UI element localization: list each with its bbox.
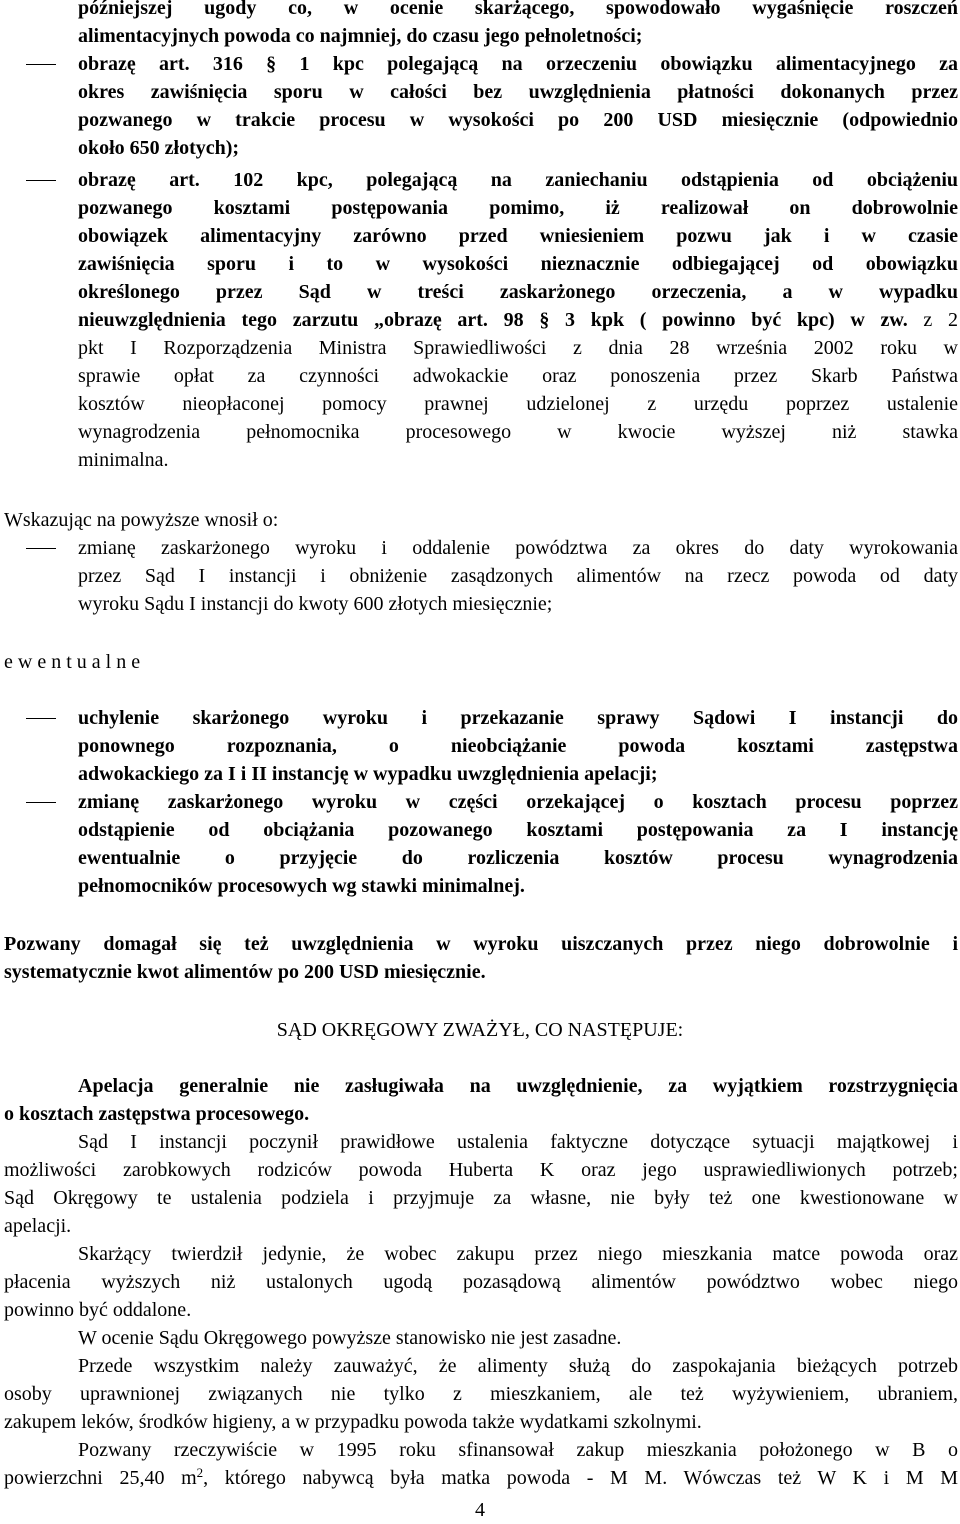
text-line: zmianę zaskarżonego wyroku i oddalenie powództwa za okres do daty wyrokowania [78, 537, 958, 559]
text-line: Pozwany domagał się też uwzględnienia w wyroku uiszczanych przez niego dobrowolnie i [4, 933, 958, 955]
text-line: możliwości zarobkowych rodziców powoda Huberta K oraz jego usprawiedliwionych potrzeb; [4, 1159, 958, 1181]
text-line: wynagrodzenia pełnomocnika procesowego w kwocie wyższej niż stawka [78, 421, 958, 443]
text-line: uchylenie skarżonego wyroku i przekazanie sprawy Sądowi I instancji do [78, 707, 958, 729]
text-line: systematycznie kwot alimentów po 200 USD miesięcznie. [4, 961, 486, 983]
list-dash [26, 548, 56, 549]
text-line: późniejszej ugody co, w ocenie skarżącego, spowodowało wygaśnięcie roszczeń [78, 0, 958, 19]
text-line: Sąd Okręgowy te ustalenia podziela i przyjmuje za własne, nie były też one kwestionowane w [4, 1187, 958, 1209]
text-line: zakupem leków, środków higieny, a w przypadku powoda także wydatkami szkolnymi. [4, 1411, 702, 1433]
text-line [4, 1464, 958, 1492]
text-span: powierzchni 25,40 m [4, 1467, 197, 1489]
text-line: o kosztach zastępstwa procesowego. [4, 1103, 310, 1125]
text-line: kosztów nieopłaconej pomocy prawnej udzielonej z urzędu poprzez ustalenie [78, 393, 958, 415]
text-line [78, 306, 958, 334]
text-line: pozwanego kosztami postępowania pomimo, iż realizował on dobrowolnie [78, 197, 958, 219]
text-line: alimentacyjnych powoda co najmniej, do czasu jego pełnoletności; [78, 25, 643, 47]
text-line: obrazę art. 316 § 1 kpc polegającą na orzeczeniu obowiązku alimentacyjnego za [78, 53, 958, 75]
section-heading: SĄD OKRĘGOWY ZWAŻYŁ, CO NASTĘPUJE: [276, 1019, 684, 1041]
list-dash [26, 180, 56, 181]
page-number: 4 [475, 1499, 485, 1521]
text-line: przez Sąd I instancji i obniżenie zasądzonych alimentów na rzecz powoda od daty [78, 565, 958, 587]
text-line: wyroku Sądu I instancji do kwoty 600 złotych miesięcznie; [78, 593, 553, 615]
text-line: około 650 złotych); [78, 137, 240, 159]
text-line: obowiązek alimentacyjny zarówno przed wniesieniem pozwu jak i w czasie [78, 225, 958, 247]
text-line: minimalna. [78, 449, 169, 471]
text-line: adwokackiego za I i II instancję w wypadku uwzględnienia apelacji; [78, 763, 658, 785]
text-line: zmianę zaskarżonego wyroku w części orzekającej o kosztach procesu poprzez [78, 791, 958, 813]
text-line: określonego przez Sąd w treści zaskarżonego orzeczenia, a w wypadku [78, 281, 958, 303]
list-dash [26, 802, 56, 803]
superscript: 2 [196, 1465, 204, 1480]
text-line: sprawie opłat za czynności adwokackie oraz ponoszenia przez Skarb Państwa [78, 365, 958, 387]
text-line: Skarżący twierdził jedynie, że wobec zakupu przez niego mieszkania matce powoda oraz [78, 1243, 958, 1265]
text-line: pełnomocników procesowych wg stawki minimalnej. [78, 875, 525, 897]
bold-span: nieuwzględnienia tego zarzutu „obrazę art. 98 § 3 kpk ( powinno być kpc) w zw. [78, 309, 908, 331]
text-line: zawiśnięcia sporu i to w wysokości nieznacznie odbiegającej od obowiązku [78, 253, 958, 275]
text-line: ewentualnie o przyjęcie do rozliczenia kosztów procesu wynagrodzenia [78, 847, 958, 869]
list-dash [26, 64, 56, 65]
text-line: powinno być oddalone. [4, 1299, 192, 1321]
text-line: ponownego rozpoznania, o nieobciążanie powoda kosztami zastępstwa [78, 735, 958, 757]
text-line: osoby uprawnionej związanych nie tylko z mieszkaniem, ale też wyżywieniem, ubraniem, [4, 1383, 958, 1405]
text-line: Wskazując na powyższe wnosił o: [4, 509, 279, 531]
text-line: obrazę art. 102 kpc, polegającą na zaniechaniu odstąpienia od obciążeniu [78, 169, 958, 191]
text-line: Apelacja generalnie nie zasługiwała na uwzględnienie, za wyjątkiem rozstrzygnięcia [78, 1075, 958, 1097]
text-line: W ocenie Sądu Okręgowego powyższe stanowisko nie jest zasadne. [78, 1327, 622, 1349]
text-line: Sąd I instancji poczynił prawidłowe ustalenia faktyczne dotyczące sytuacji majątkowej i [78, 1131, 958, 1153]
regular-span: z 2 [907, 309, 958, 331]
text-line: pkt I Rozporządzenia Ministra Sprawiedliwości z dnia 28 września 2002 roku w [78, 337, 958, 359]
text-line: płacenia wyższych niż ustalonych ugodą pozasądową alimentów powództwo wobec niego [4, 1271, 958, 1293]
text-line: odstąpienie od obciążania pozowanego kosztami postępowania za I instancję [78, 819, 958, 841]
text-line: okres zawiśnięcia sporu w całości bez uwzględnienia płatności dokonanych przez [78, 81, 958, 103]
text-line: pozwanego w trakcie procesu w wysokości po 200 USD miesięcznie (odpowiednio [78, 109, 958, 131]
text-span: , którego nabywcą była matka powoda - M M. Wówczas też W K i M M [203, 1467, 959, 1489]
text-line: Przede wszystkim należy zauważyć, że alimenty służą do zaspokajania bieżących potrzeb [78, 1355, 958, 1377]
text-line: e w e n t u a l n e [4, 651, 141, 673]
text-line: apelacji. [4, 1215, 72, 1237]
list-dash [26, 718, 56, 719]
text-line: Pozwany rzeczywiście w 1995 roku sfinansował zakup mieszkania położonego w B o [78, 1439, 958, 1461]
